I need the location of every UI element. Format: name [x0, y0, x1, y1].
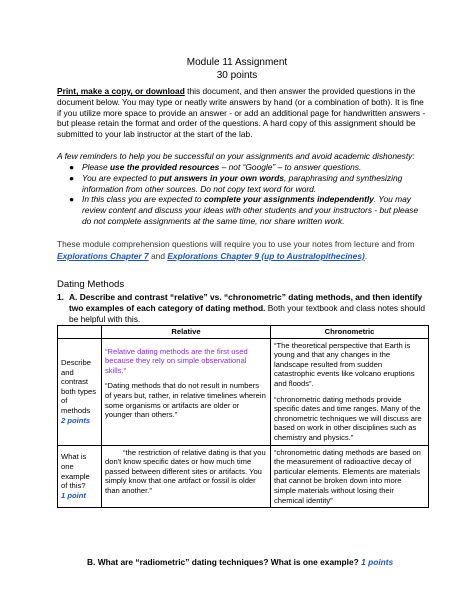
table-header-empty	[58, 326, 102, 339]
dating-methods-table	[57, 325, 429, 508]
assignment-title: Module 11 Assignment	[186, 57, 288, 68]
relative-answer-text: “Dating methods that do not result in numbers of years but, rather, in relative timelines wherein some organisms or artifacts are older or younger than others.”	[105, 381, 266, 420]
bullet-icon: ●	[69, 194, 75, 205]
table-row	[58, 445, 429, 508]
reminder-text: , paraphrasing and synthesizing information from other sources. Do not copy text word for word.	[82, 172, 403, 194]
table-header-row	[58, 326, 429, 339]
reminder-text: You are expected to	[82, 172, 159, 183]
question-1b-points: 1 points	[361, 557, 394, 567]
reminder-text: . You may review content and discuss your ideas with other students and your instructors - but please do not complete assignments at the same time, nor share written work.	[82, 194, 419, 226]
bullet-icon: ●	[69, 172, 75, 183]
chronometric-answer-text: “chronometric dating methods provide specific dates and time ranges. Many of the chronometric techniques we will discuss are based on work in other disciplines such as chemistry and physics.”	[274, 394, 422, 442]
relative-answer-cell[interactable]	[102, 338, 271, 445]
row-label: Describe and contrast both types of methods	[61, 357, 97, 415]
row-points: 2 points	[61, 415, 91, 425]
assignment-header	[0, 56, 474, 82]
reminder-text: In this class you are expected to	[82, 194, 204, 205]
question-1a	[57, 292, 429, 324]
module-note-text: .	[364, 251, 368, 262]
row-label-cell	[58, 445, 102, 508]
question-number: 1.	[57, 292, 64, 302]
reminders-lead: A few reminders to help you be successful on your assignments and avoid academic dishonesty:	[57, 151, 415, 161]
intro-underlined: Print, make a copy, or download	[57, 86, 185, 96]
relative-example-text: “the restriction of relative dating is that you don't know specific dates or how much time passed between different sites or artifacts. You simply know that one artifact or fossil is older than another.”	[105, 447, 266, 495]
assignment-points: 30 points	[216, 70, 258, 81]
reminder-item	[57, 194, 429, 226]
intro-text: this document, and then answer the provided questions in the document below. You may type or neatly write answers by hand (or a combination of both). It is fine if you utilize more space to provide an answer - or add an additional page for handwritten answers - but please retain the format and order of the questions. A hard copy of this assignment should be submitted to your lab instructor at the start of the lab.	[57, 86, 426, 140]
row-label: What is one example of this?	[61, 452, 90, 491]
chronometric-example-text: “chronometric dating methods are based on the measurement of radioactive decay of particular elements. Elements are materials that cannot be broken down into more simple materials without losing their chemical identity”	[274, 447, 421, 505]
reminder-bold: put answers in your own words	[158, 172, 285, 183]
question-1a-plain: Both your textbook and class notes should be helpful with this.	[69, 302, 426, 324]
module-note-text: and	[148, 251, 168, 262]
relative-example-cell[interactable]	[102, 445, 271, 508]
table-header-relative: Relative	[102, 326, 271, 339]
intro-paragraph	[57, 86, 429, 140]
row-points: 1 point	[61, 490, 86, 500]
chronometric-example-cell[interactable]	[271, 445, 429, 508]
reminder-bold: complete your assignments independently	[203, 194, 374, 205]
reminder-item	[57, 162, 429, 173]
question-1b	[87, 557, 393, 568]
reminders-list	[57, 162, 429, 227]
explorations-chapter-9-link[interactable]: Explorations Chapter 9 (up to Australopithecines)	[167, 251, 365, 262]
question-1b-text: B. What are “radiometric” dating techniques? What is one example?	[87, 557, 362, 567]
question-1a-bold: A. Describe and contrast “relative” vs. “chronometric” dating methods, and then identify two examples of each category of dating method.	[69, 292, 423, 313]
bullet-icon: ●	[69, 162, 75, 172]
reminder-item	[57, 173, 429, 195]
chronometric-answer-text: “The theoretical perspective that Earth is young and that any changes in the landscape resulted from sudden catastrophic events like volcano eruptions and floods”.	[274, 340, 415, 388]
table-header-chronometric: Chronometric	[271, 326, 429, 339]
relative-answer-quote: “Relative dating methods are the first used because they rely on simple observational skills.”	[105, 346, 248, 375]
reminder-text: – not “Google” – to answer questions.	[219, 162, 362, 172]
section-title: Dating Methods	[57, 279, 125, 290]
table-row	[58, 338, 429, 445]
reminder-text: Please	[82, 162, 110, 172]
row-label-cell	[58, 338, 102, 445]
explorations-chapter-7-link[interactable]: Explorations Chapter 7	[57, 251, 149, 262]
reminder-bold: use the provided resources	[109, 162, 220, 172]
module-note-text: These module comprehension questions will require you to use your notes from lecture and from	[57, 239, 415, 249]
chronometric-answer-cell[interactable]	[271, 338, 429, 445]
module-note	[57, 238, 429, 262]
